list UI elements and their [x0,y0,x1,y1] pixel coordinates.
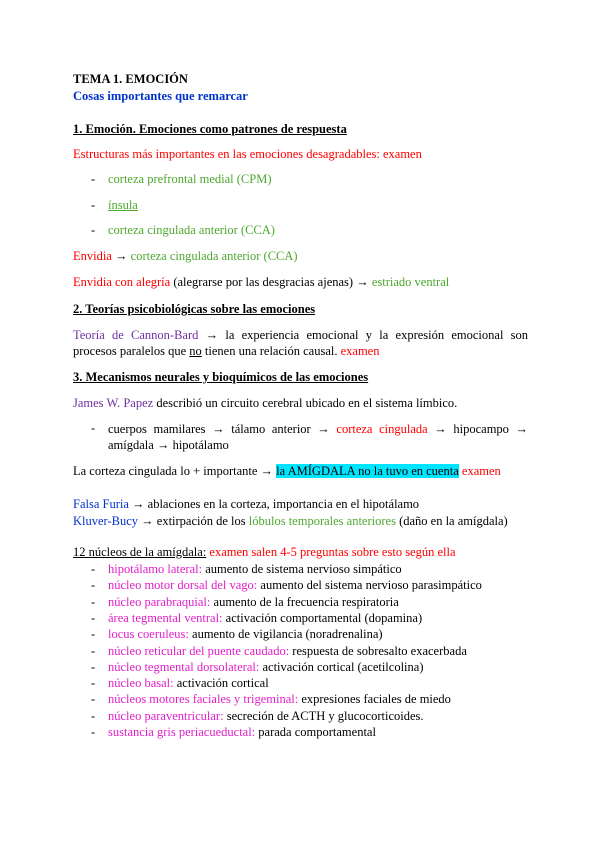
nucleus-effect: respuesta de sobresalto exacerbada [292,643,467,658]
kluver-bucy-line: Kluver-Bucy → extirpación de los lóbulos temporales anteriores (daño en la amígdala) [73,514,508,528]
papez-line: James W. Papez describió un circuito cerebral ubicado en el sistema límbico. [73,396,458,410]
nucleus-name: sustancia gris periacueductal: [108,725,256,739]
cannon-bard-paragraph: Teoría de Cannon-Bard → la experiencia emocional y la expresión emocional son procesos paralelos que no tienen una relación causal. examen [73,328,529,358]
nucleus-name: núcleos motores faciales y trigeminal: [108,692,299,707]
nucleus-effect: aumento de vigilancia (noradrenalina) [192,627,383,642]
nucleus-effect: activación comportamental (dopamina) [225,610,423,625]
structure-cpm: corteza prefrontal medial (CPM) [108,172,272,186]
envidia-line: Envidia → corteza cingulada anterior (CCA) [73,249,298,263]
nucleus-effect: secreción de ACTH y glucocorticoides. [226,708,424,723]
papez-circuit: cuerpos mamilares → tálamo anterior → corteza cingulada → hipocampo → amígdala → hipotálamo [108,422,529,452]
section-2-heading: 2. Teorías psicobiológicas sobre las emociones [73,302,316,316]
nucleus-effect: aumento de la frecuencia respiratoria [213,594,399,609]
falsa-furia-line: Falsa Furia → ablaciones en la corteza, importancia en el hipotálamo [73,497,420,511]
nucleus-effect: parada comportamental [258,725,376,739]
nucleus-name: hipotálamo lateral: [108,562,203,576]
amigdala-highlight: la AMÍGDALA no la tuvo en cuenta [276,464,459,478]
document-subtitle: Cosas importantes que remarcar [73,89,248,103]
amygdala-heading: 12 núcleos de la amígdala: examen salen 4-5 preguntas sobre esto según ella [73,545,456,559]
structure-insula: ínsula [108,198,138,212]
nucleus-effect: expresiones faciales de miedo [301,692,451,707]
nucleus-name: núcleo basal: [108,676,174,691]
section-3-heading: 3. Mecanismos neurales y bioquímicos de las emociones [73,370,369,384]
nucleus-effect: aumento de sistema nervioso simpático [205,562,402,576]
structure-cca: corteza cingulada anterior (CCA) [108,223,275,237]
nucleus-effect: aumento del sistema nervioso parasimpático [260,578,482,593]
nucleus-effect: activación cortical (acetilcolina) [262,659,424,674]
nucleus-effect: activación cortical [176,676,269,691]
nucleus-name: núcleo motor dorsal del vago: [108,578,258,593]
cingulada-line: La corteza cingulada lo + importante → la AMÍGDALA no la tuvo en cuenta examen [73,464,501,478]
nucleus-name: núcleo parabraquial: [108,594,211,609]
section-1-heading: 1. Emoción. Emociones como patrones de respuesta [73,122,347,136]
section-1-intro: Estructuras más importantes en las emociones desagradables: examen [73,147,422,161]
nucleus-name: núcleo reticular del puente caudado: [108,643,290,658]
envidia-alegria-line: Envidia con alegría (alegrarse por las desgracias ajenas) → estriado ventral [73,275,450,289]
nucleus-name: núcleo tegmental dorsolateral: [108,659,260,674]
nucleus-name: locus coeruleus: [108,627,189,642]
nucleus-name: núcleo paraventricular: [108,708,224,723]
nucleus-name: área tegmental ventral: [108,610,223,625]
document-title: TEMA 1. EMOCIÓN [73,72,188,86]
